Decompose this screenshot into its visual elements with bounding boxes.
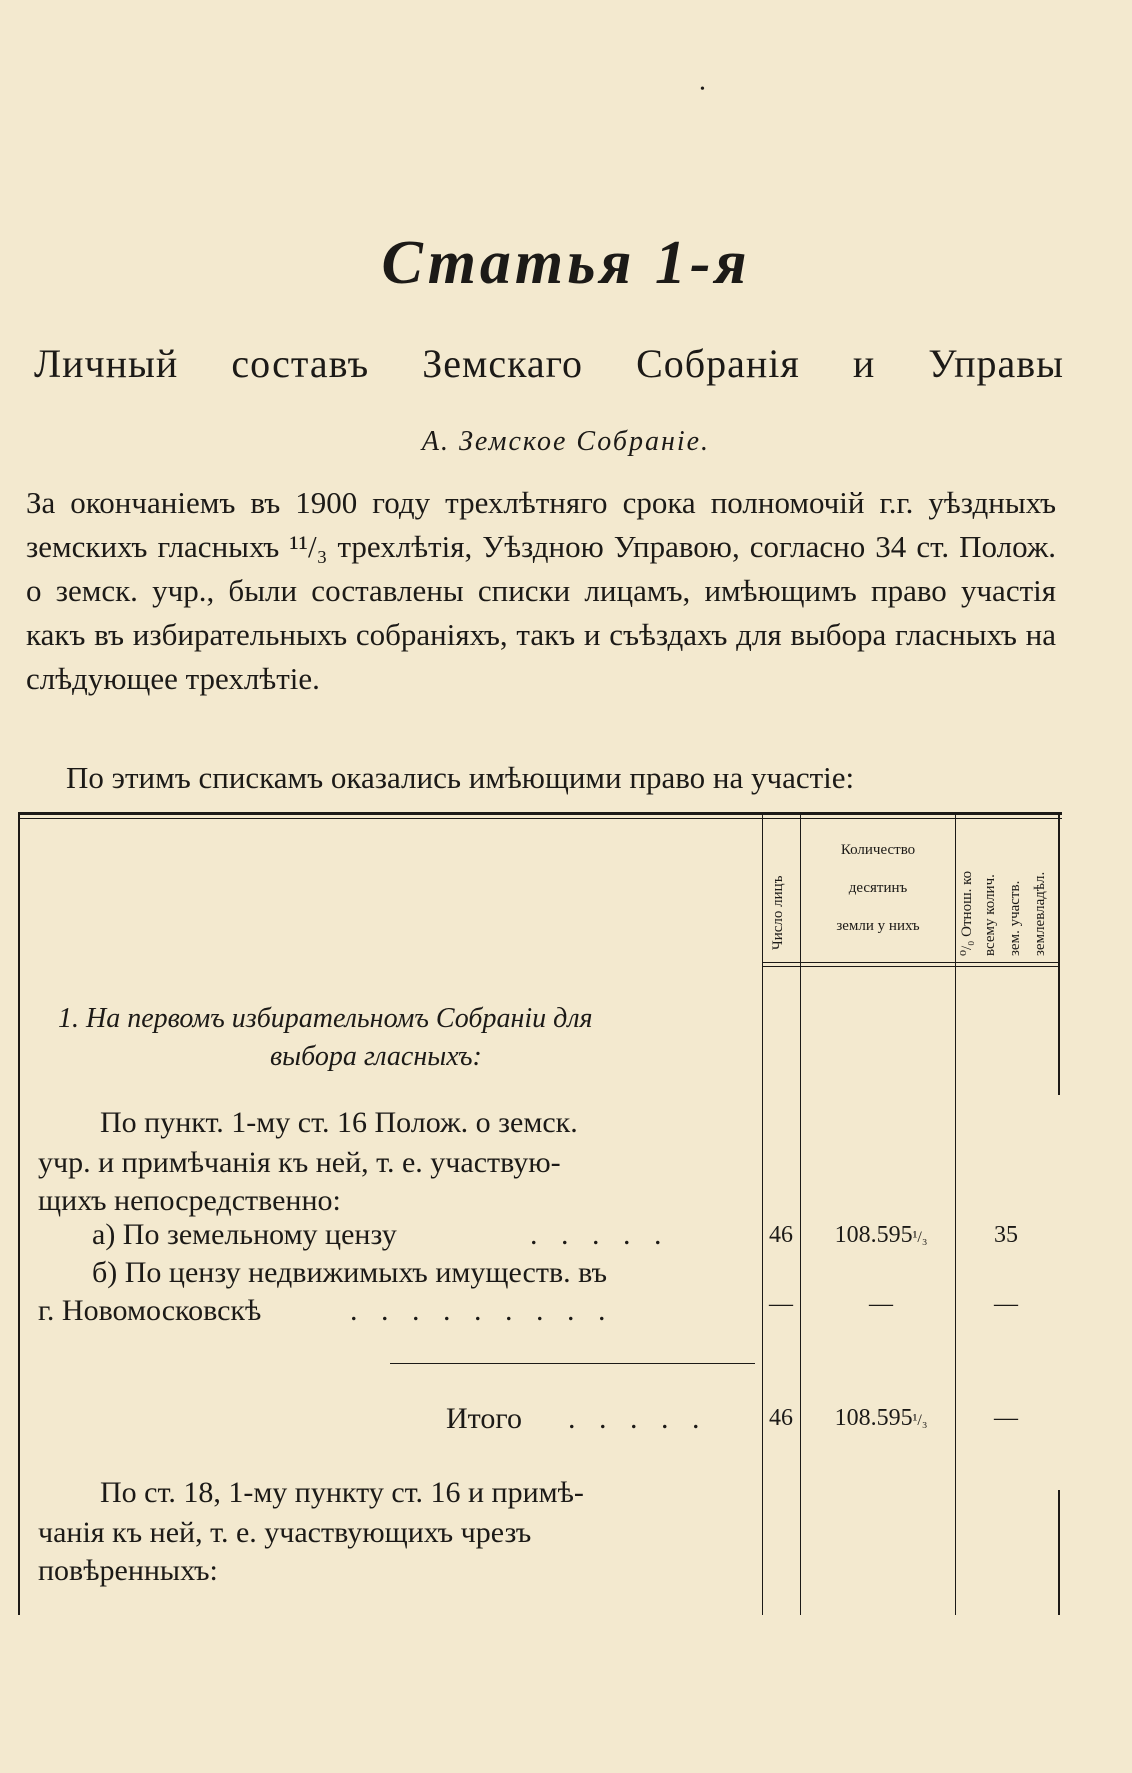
- total-dots: . . . . .: [568, 1402, 708, 1435]
- header-bottom-rule: [762, 962, 1058, 963]
- header-bottom-rule-2: [762, 966, 1058, 967]
- body-paragraph-2: По этимъ спискамъ оказались имѣющими право на участіе:: [66, 760, 855, 795]
- article-subtitle: Личный составъ Земскаго Собранія и Управы: [34, 341, 1064, 386]
- row-a-desyatins: [806, 1222, 956, 1249]
- header-percent-1: ⁰/₀ Отнош. ко: [959, 870, 975, 956]
- table-top-rule-thin: [18, 818, 1062, 819]
- row-b-dots: . . . . . . . . .: [350, 1294, 614, 1327]
- row-a-persons: 46: [769, 1222, 793, 1248]
- row-a-desyatins-value: 108.595: [834, 1222, 913, 1248]
- row-b-percent: —: [994, 1291, 1018, 1317]
- art18-line-3: повѣренныхъ:: [38, 1554, 218, 1587]
- row-a-percent: 35: [994, 1222, 1018, 1248]
- header-desyatins-2: десятинъ: [848, 880, 908, 896]
- header-percent-4: землевладѣл.: [1032, 871, 1048, 956]
- total-desyatins: [806, 1405, 956, 1432]
- subtotal-rule: [390, 1363, 755, 1364]
- section1-heading-2: выбора гласныхъ:: [270, 1041, 482, 1072]
- header-desyatins-3: земли у нихъ: [836, 918, 920, 934]
- table-top-rule: [18, 812, 1062, 815]
- page-mark: •: [700, 82, 705, 97]
- art18-line-2: чанія къ ней, т. е. участвующихъ чрезъ: [38, 1516, 532, 1549]
- row-b-label-2: г. Новомосковскѣ: [38, 1294, 262, 1327]
- total-desyatins-frac: ¹/₃: [912, 1412, 928, 1429]
- total-percent: —: [994, 1405, 1018, 1431]
- article-title: Статья 1-я: [381, 229, 751, 297]
- intro-line-2: учр. и примѣчанія къ ней, т. е. участвую-: [38, 1146, 561, 1179]
- intro-line-1: По пункт. 1-му ст. 16 Полож. о земск.: [100, 1106, 578, 1139]
- table-right-border-lower: [1058, 1490, 1060, 1615]
- row-a-dots: . . . . .: [530, 1218, 670, 1251]
- total-desyatins-value: 108.595: [834, 1405, 913, 1431]
- row-b-label-1: б) По цензу недвижимыхъ имуществ. въ: [92, 1256, 608, 1289]
- header-desyatins-1: Количество: [840, 842, 916, 858]
- intro-line-3: щихъ непосредственно:: [38, 1184, 341, 1217]
- table-left-border: [18, 815, 20, 1615]
- row-a-label: а) По земельному цензу: [92, 1218, 397, 1251]
- table-right-border: [1058, 815, 1060, 1095]
- header-persons: Число лицъ: [770, 875, 786, 950]
- row-b-desyatins: —: [869, 1291, 893, 1317]
- section1-heading-1: 1. На первомъ избирательномъ Собраніи для: [58, 1003, 593, 1034]
- row-a-desyatins-frac: ¹/₃: [912, 1229, 928, 1246]
- header-percent-2: всему колич.: [982, 874, 998, 956]
- section-heading: А. Земское Собраніе.: [421, 426, 711, 457]
- col-divider-3: [955, 815, 956, 1615]
- total-persons: 46: [769, 1405, 793, 1431]
- total-label: Итого: [446, 1402, 522, 1435]
- body-paragraph: За окончаніемъ въ 1900 году трехлѣтняго срока полномочій г.г. уѣздныхъ земскихъ гласныхъ ¹¹/₃ трехлѣтія, Уѣздною Управою, согласно 34 ст. Полож. о земск. учр., были составлены списки лицамъ, имѣющимъ право участія какъ въ избирательныхъ собраніяхъ, такъ и съѣздахъ для выбора гласныхъ на слѣдующее трехлѣтіе.: [26, 485, 1056, 696]
- header-percent-3: зем. участв.: [1007, 880, 1023, 956]
- row-b-persons: —: [769, 1291, 793, 1317]
- col-divider-1: [762, 815, 763, 1615]
- art18-line-1: По ст. 18, 1-му пункту ст. 16 и примѣ-: [100, 1476, 584, 1509]
- col-divider-2: [800, 815, 801, 1615]
